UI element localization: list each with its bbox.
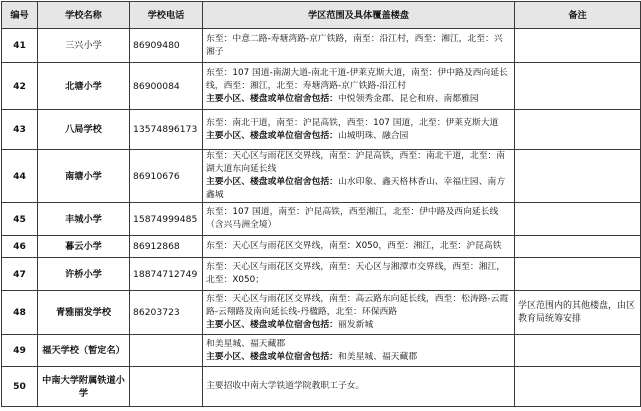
district-scope [203,150,515,203]
district-scope [203,367,515,407]
school-name: 福天学校（暂定名） [38,335,130,367]
covered-label: 主要小区、楼盘或单位宿舍包括： [206,177,338,187]
school-phone: 18874712749 [130,258,203,291]
school-phone: 86909480 [130,29,203,63]
table-row [2,63,641,110]
row-note [515,110,641,150]
school-phone [130,367,203,407]
table-row [2,367,641,407]
school-name: 许桥小学 [38,258,130,291]
row-no: 48 [2,291,38,335]
scope-text: 东至：南北干道，南至：沪昆高铁，西至：107 国道，北至：伊莱克斯大道 [206,117,499,128]
header-scope: 学区范围及具体覆盖楼盘 [203,2,515,29]
table-row [2,150,641,203]
school-phone: 86910676 [130,150,203,203]
district-scope [203,335,515,367]
district-scope [203,203,515,236]
school-district-table [1,1,641,407]
scope-text: 和美星城、福天藏郡 [206,338,286,349]
district-scope [203,110,515,150]
school-phone: 86900084 [130,63,203,110]
scope-text: 东至：天心区与雨花区交界线，南至：X050，西至：湘江，北至：沪昆高铁 [206,241,502,251]
scope-text: 主要招收中南大学铁道学院教职工子女。 [206,381,365,391]
row-no: 46 [2,236,38,258]
row-note [515,258,641,291]
row-no: 44 [2,150,38,203]
row-no: 50 [2,367,38,407]
scope-text: 东至：107 国道，南至：沪昆高铁，西至湘江，北至：伊中路及西向延长线（含兴马洲全境） [206,207,499,230]
covered-text: 中悦领秀金郡、昆仑和府、南都雅园 [337,93,479,104]
table-row [2,236,641,258]
row-note: 学区范围内的其他楼盘，由区教育局统筹安排 [515,291,641,335]
scope-text: 东至：天心区与雨花区交界线，南至：天心区与湘潭市交界线，西至：湘江，北至：X050； [206,262,506,285]
row-note [515,367,641,407]
row-no: 43 [2,110,38,150]
school-phone: 13574896173 [130,110,203,150]
row-note [515,335,641,367]
row-note [515,203,641,236]
row-no: 42 [2,63,38,110]
school-name: 北塘小学 [38,63,130,110]
district-scope [203,63,515,110]
district-scope [203,236,515,258]
row-no: 45 [2,203,38,236]
covered-label: 主要小区、楼盘或单位宿舍包括： [206,130,338,141]
covered-text: 山水印象、鑫天格林香山、幸福庄园、南方鑫城 [206,177,506,200]
scope-text: 东至：107 国道-南湖大道-南北干道-伊莱克斯大道，南至：伊中路及西向延长线，西至：湘江，北至：寿塘湾路-京广铁路-沿江村 [206,67,508,91]
school-phone: 86203723 [130,291,203,335]
covered-text: 山城明珠、融合园 [337,130,409,141]
header-no: 编号 [2,2,38,29]
district-scope [203,29,515,63]
table-row [2,203,641,236]
row-note [515,29,641,63]
scope-text: 东至：天心区与雨花区交界线，南至：沪昆高铁，西至：南北干道，北至：南湖大道东向延长线 [206,151,506,174]
row-note [515,236,641,258]
school-phone: 15874999485 [130,203,203,236]
header-phone: 学校电话 [130,2,203,29]
district-scope [203,258,515,291]
header-name: 学校名称 [38,2,130,29]
school-name: 暮云小学 [38,236,130,258]
header-note: 备注 [515,2,641,29]
district-scope [203,291,515,335]
school-name: 青雅丽发学校 [38,291,130,335]
school-name: 八局学校 [38,110,130,150]
row-no: 49 [2,335,38,367]
table-row [2,258,641,291]
covered-label: 主要小区、楼盘或单位宿舍包括： [206,320,338,330]
table-row [2,110,641,150]
table-row [2,29,641,63]
row-note [515,63,641,110]
school-name: 三兴小学 [38,29,130,63]
school-name: 丰城小学 [38,203,130,236]
row-no: 47 [2,258,38,291]
row-note [515,150,641,203]
school-phone [130,335,203,367]
table-row [2,291,641,335]
covered-text: 和美星城、福天藏郡 [337,351,418,362]
covered-label: 主要小区、楼盘或单位宿舍包括： [206,351,338,362]
covered-label: 主要小区、楼盘或单位宿舍包括： [206,93,338,104]
table-row [2,335,641,367]
school-name: 南塘小学 [38,150,130,203]
covered-text: 丽发新城 [337,320,374,330]
scope-text: 东至：中意二路-寿塘湾路-京广铁路，南至：沿江村，西至：湘江，北至：兴湘子 [206,33,503,57]
row-no: 41 [2,29,38,63]
header-row [2,2,641,29]
scope-text: 东至：天心区与雨花区交界线，南至：高云路东向延长线，西至：松涛路-云霞路-云翔路及南向延长线-丹楹路，北至：环保西路 [206,294,509,317]
school-phone: 86912868 [130,236,203,258]
school-name: 中南大学附属铁道小学 [38,367,130,407]
